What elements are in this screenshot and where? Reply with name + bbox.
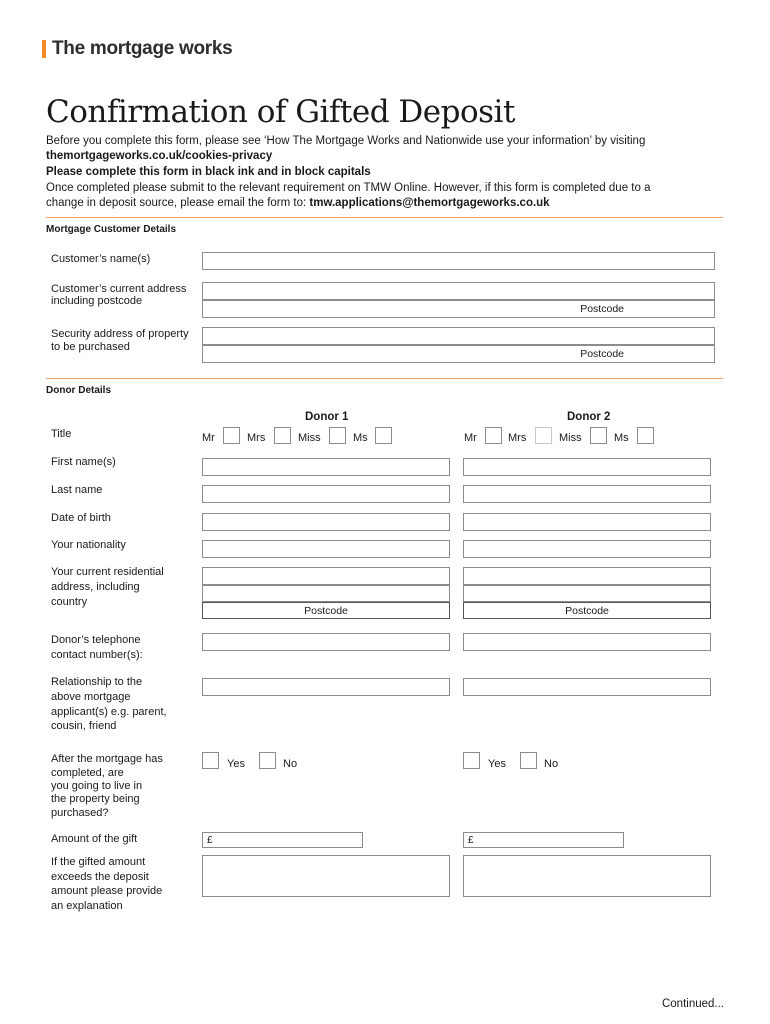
divider-1 [46,217,723,218]
last-name-label: Last name [51,484,103,496]
currency-symbol: £ [468,834,474,846]
donor-1-explanation-textarea[interactable] [202,855,450,897]
donor-2-address-line-2[interactable] [463,585,711,602]
donor-2-mrs-checkbox[interactable] [535,427,552,444]
residential-label-3: country [51,596,88,608]
divider-2 [46,378,723,379]
live-label-4: the property being [51,793,140,805]
postcode-label: Postcode [580,303,624,315]
security-address-input-line-1[interactable] [202,327,715,345]
residential-label-2: address, including [51,581,140,593]
live-label-1: After the mortgage has [51,753,163,765]
brand-name: The mortgage works [52,38,233,59]
donor-1-heading: Donor 1 [305,411,349,423]
customer-address-input-line-1[interactable] [202,282,715,300]
postcode-label: Postcode [304,604,348,617]
donor-1-miss-checkbox[interactable] [329,427,346,444]
donor-2-last-name-input[interactable] [463,485,711,503]
donor-2-mr-label: Mr [464,432,477,444]
donor-2-miss-checkbox[interactable] [590,427,607,444]
security-address-label-2: to be purchased [51,341,130,353]
page-title: Confirmation of Gifted Deposit [46,94,515,130]
donor-2-explanation-textarea[interactable] [463,855,711,897]
donor-1-address-line-1[interactable] [202,567,450,585]
donor-2-no-label: No [544,758,559,770]
donor-1-dob-input[interactable] [202,513,450,531]
intro-line-4 [46,196,736,211]
donor-1-address-line-2[interactable] [202,585,450,602]
residential-label-1: Your current residential [51,566,164,578]
exceeds-label-2: exceeds the deposit [51,871,149,883]
donor-2-no-checkbox[interactable] [520,752,537,769]
donor-1-mrs-checkbox[interactable] [274,427,291,444]
security-address-label-1: Security address of property [51,328,189,340]
donor-1-amount-input[interactable] [202,832,363,848]
nationality-label: Your nationality [51,539,126,551]
donor-2-yes-label: Yes [488,758,506,770]
postcode-label: Postcode [565,604,609,617]
live-label-5: purchased? [51,807,109,819]
donor-1-ms-checkbox[interactable] [375,427,392,444]
continued-text: Continued... [661,998,724,1010]
donor-2-dob-input[interactable] [463,513,711,531]
donor-1-nationality-input[interactable] [202,540,450,558]
postcode-label: Postcode [580,348,624,360]
customer-names-label: Customer’s name(s) [51,253,151,265]
donor-2-mr-checkbox[interactable] [485,427,502,444]
customer-address-label-2: including postcode [51,295,143,307]
donor-2-postcode-input[interactable] [463,602,711,619]
relationship-label-2: above mortgage [51,691,131,703]
donor-1-ms-label: Ms [353,432,368,444]
security-address-postcode-input[interactable] [202,345,715,363]
live-label-3: you going to live in [51,780,143,792]
donor-2-miss-label: Miss [559,432,582,444]
exceeds-label-3: amount please provide [51,885,163,897]
donor-1-mrs-label: Mrs [247,432,266,444]
donor-2-ms-label: Ms [614,432,629,444]
donor-1-miss-label: Miss [298,432,321,444]
relationship-label-3: applicant(s) e.g. parent, [51,706,167,718]
donor-1-phone-input[interactable] [202,633,450,651]
donor-section-heading: Donor Details [46,385,112,396]
phone-label-2: contact number(s): [51,649,143,661]
email-prefix: change in deposit source, please email the form to: [46,197,307,209]
phone-label-1: Donor’s telephone [51,634,141,646]
donor-1-relationship-input[interactable] [202,678,450,696]
dob-label: Date of birth [51,512,111,524]
donor-1-yes-checkbox[interactable] [202,752,219,769]
title-label: Title [51,428,72,440]
logo-accent-bar [42,40,46,58]
privacy-link[interactable]: themortgageworks.co.uk/cookies-privacy [46,150,273,162]
donor-1-no-label: No [283,758,298,770]
intro-line-3: Once completed please submit to the relevant requirement on TMW Online. However, if this form is completed due to a [46,182,651,194]
donor-1-first-name-input[interactable] [202,458,450,476]
relationship-label-4: cousin, friend [51,720,117,732]
donor-1-last-name-input[interactable] [202,485,450,503]
amount-label: Amount of the gift [51,833,138,845]
customer-names-input[interactable] [202,252,715,270]
customer-address-postcode-input[interactable] [202,300,715,318]
donor-2-mrs-label: Mrs [508,432,527,444]
donor-1-yes-label: Yes [227,758,245,770]
donor-2-amount-input[interactable] [463,832,624,848]
customer-address-label-1: Customer’s current address [51,283,187,295]
donor-2-address-line-1[interactable] [463,567,711,585]
currency-symbol: £ [207,834,213,846]
donor-2-relationship-input[interactable] [463,678,711,696]
donor-1-postcode-input[interactable] [202,602,450,619]
customer-section-heading: Mortgage Customer Details [46,224,177,235]
donor-2-ms-checkbox[interactable] [637,427,654,444]
exceeds-label-4: an explanation [51,900,123,912]
donor-2-first-name-input[interactable] [463,458,711,476]
donor-1-mr-checkbox[interactable] [223,427,240,444]
donor-2-yes-checkbox[interactable] [463,752,480,769]
intro-line-1: Before you complete this form, please see ‘How The Mortgage Works and Nationwide use your information’ by visiting [46,135,646,147]
instruction-text: Please complete this form in black ink and in block capitals [46,166,371,178]
donor-2-nationality-input[interactable] [463,540,711,558]
donor-2-heading: Donor 2 [567,411,611,423]
live-label-2: completed, are [51,767,124,779]
donor-2-phone-input[interactable] [463,633,711,651]
donor-1-no-checkbox[interactable] [259,752,276,769]
donor-1-mr-label: Mr [202,432,215,444]
exceeds-label-1: If the gifted amount [51,856,146,868]
first-name-label: First name(s) [51,456,116,468]
brand-logo [42,38,232,60]
relationship-label-1: Relationship to the [51,676,143,688]
email-link[interactable]: tmw.applications@themortgageworks.co.uk [309,197,550,209]
